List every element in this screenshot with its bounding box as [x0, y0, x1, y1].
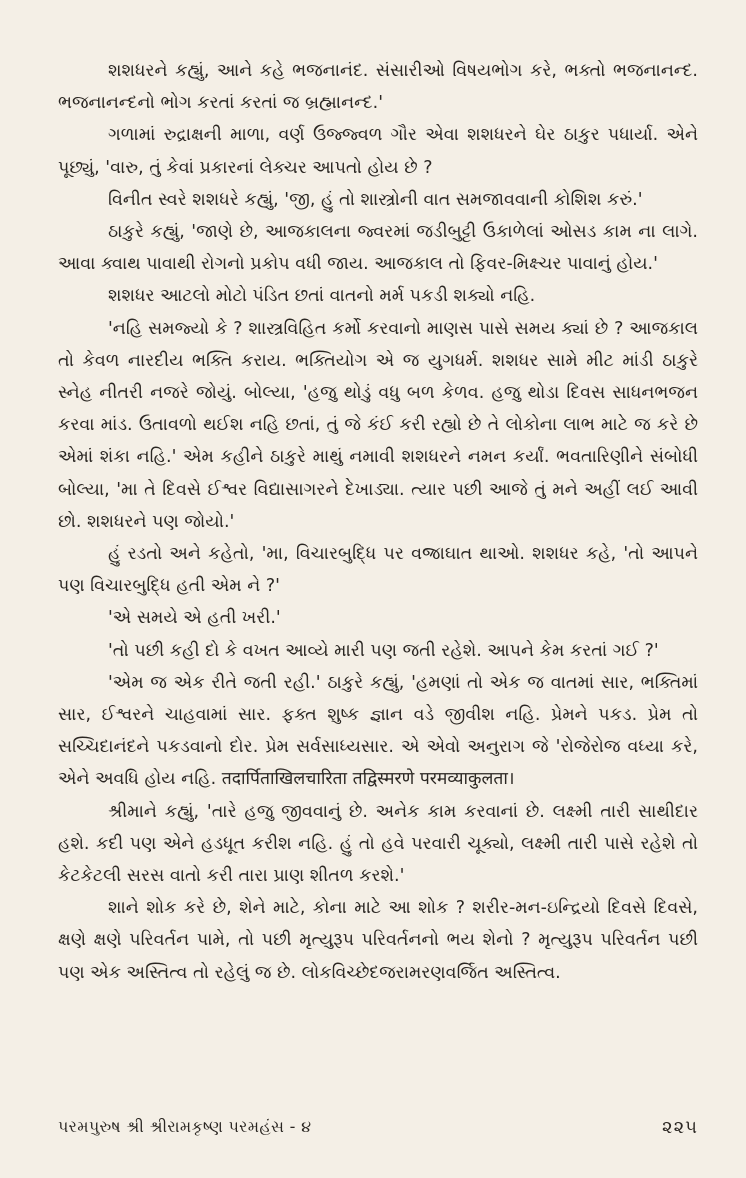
- running-title: પરમપુરુષ શ્રી શ્રીરામકૃષ્ણ પરમહંસ - ૪: [58, 1117, 312, 1136]
- paragraph: 'એમ જ એક રીતે જતી રહી.' ઠાકુરે કહ્યું, 'હમણાં તો એક જ વાતમાં સાર, ભક્તિમાં સાર, ઈશ્વરને ચાહવામાં સાર. ફક્ત શુષ્ક જ્ઞાન વડે જીવીશ નહિ. પ્રેમને પકડ. પ્રેમ તો સચ્ચિદાનંદને પકડવાનો દોર. પ્રેમ સર્વસાધ્યસાર. એ એવો અનુરાગ જે 'રોજેરોજ વધ્યા કરે, એને અવધિ હોય નહિ. तदार्पिताखिलचारिता तद्विस्मरणे परमव्याकुलता।: [58, 672, 698, 790]
- body-text: [58, 55, 698, 989]
- paragraph: ઠાકુરે કહ્યું, 'જાણે છે, આજકાલના જ્વરમાં જડીબુટ્ટી ઉકાળેલાં ઓસડ કામ ના લાગે. આવા ક્વાથ પાવાથી રોગનો પ્રકોપ વધી જાય. આજકાલ તો ફિવર-મિક્ષ્ચર પાવાનું હોય.': [58, 222, 698, 275]
- paragraph: વિનીત સ્વરે શશધરે કહ્યું, 'જી, હું તો શાસ્ત્રોની વાત સમજાવવાની કોશિશ કરું.': [108, 189, 643, 210]
- paragraph: ગળામાં રુદ્રાક્ષની માળા, વર્ણ ઉજ્જ્વળ ગૌર એવા શશધરને ઘેર ઠાકુર પધાર્યા. એને પૂછ્યું, 'વારુ, તું કેવાં પ્રકારનાં લેક્ચર આપતો હોય છે ?: [58, 125, 698, 178]
- page-number: ૨૨૫: [662, 1116, 698, 1138]
- paragraph: 'એ સમયે એ હતી ખરી.': [108, 608, 281, 629]
- paragraph: શાને શોક કરે છે, શેને માટે, કોના માટે આ શોક ? શરીર-મન-ઇન્દ્રિયો દિવસે દિવસે, ક્ષણે ક્ષણે પરિવર્તન પામે, તો પછી મૃત્યુરૂપ પરિવર્તનનો ભય શેનો ? મૃત્યુરૂપ પરિવર્તન પછી પણ એક અસ્તિત્વ તો રહેલું જ છે. લોકવિચ્છેદજરામરણવર્જિત અસ્તિત્વ.: [58, 898, 698, 983]
- paragraph: હું રડતો અને કહેતો, 'મા, વિચારબુદ્ધિ પર વજ્રાઘાત થાઓ. શશધર કહે, 'તો આપને પણ વિચારબુદ્ધિ હતી એમ ને ?': [58, 544, 698, 597]
- paragraph: શશધર આટલો મોટો પંડિત છતાં વાતનો મર્મ પકડી શક્યો નહિ.: [108, 286, 536, 307]
- paragraph: શશધરને કહ્યું, આને કહે ભજનાનંદ. સંસારીઓ વિષયભોગ કરે, ભક્તો ભજનાનન્દ. ભજનાનન્દનો ભોગ કરતાં કરતાં જ બ્રહ્માનન્દ.': [58, 61, 698, 114]
- page-footer: [58, 1112, 698, 1142]
- paragraph: 'તો પછી કહી દો કે વખત આવ્યે મારી પણ જતી રહેશે. આપને કેમ કરતાં ગઈ ?': [108, 640, 659, 661]
- paragraph: 'નહિ સમજ્યો કે ? શાસ્ત્રવિહિત કર્મો કરવાનો માણસ પાસે સમય ક્યાં છે ? આજકાલ તો કેવળ નારદીય ભક્તિ કરાય. ભક્તિયોગ એ જ યુગધર્મ. શશધર સામે મીટ માંડી ઠાકુરે સ્નેહ નીતરી નજરે જોયું. બોલ્યા, 'હજુ થોડું વધુ બળ કેળવ. હજુ થોડા દિવસ સાધનભજન કરવા માંડ. ઉતાવળો થઈશ નહિ છતાં, તું જે કંઈ કરી રહ્યો છે તે લોકોના લાભ માટે જ કરે છે એમાં શંકા નહિ.' એમ કહીને ઠાકુરે માથું નમાવી શશધરને નમન કર્યાં. ભવતારિણીને સંબોધી બોલ્યા, 'મા તે દિવસે ઈશ્વર વિદ્યાસાગરને દેખાડ્યા. ત્યાર પછી આજે તું મને અહીં લઈ આવી છો. શશધરને પણ જોયો.': [58, 318, 698, 532]
- paragraph: શ્રીમાને કહ્યું, 'તારે હજુ જીવવાનું છે. અનેક કામ કરવાનાં છે. લક્ષ્મી તારી સાથીદાર હશે. કદી પણ એને હડધૂત કરીશ નહિ. હું તો હવે પરવારી ચૂક્યો, લક્ષ્મી તારી પાસે રહેશે તો કેટકેટલી સરસ વાતો કરી તારા પ્રાણ શીતળ કરશે.': [58, 801, 698, 887]
